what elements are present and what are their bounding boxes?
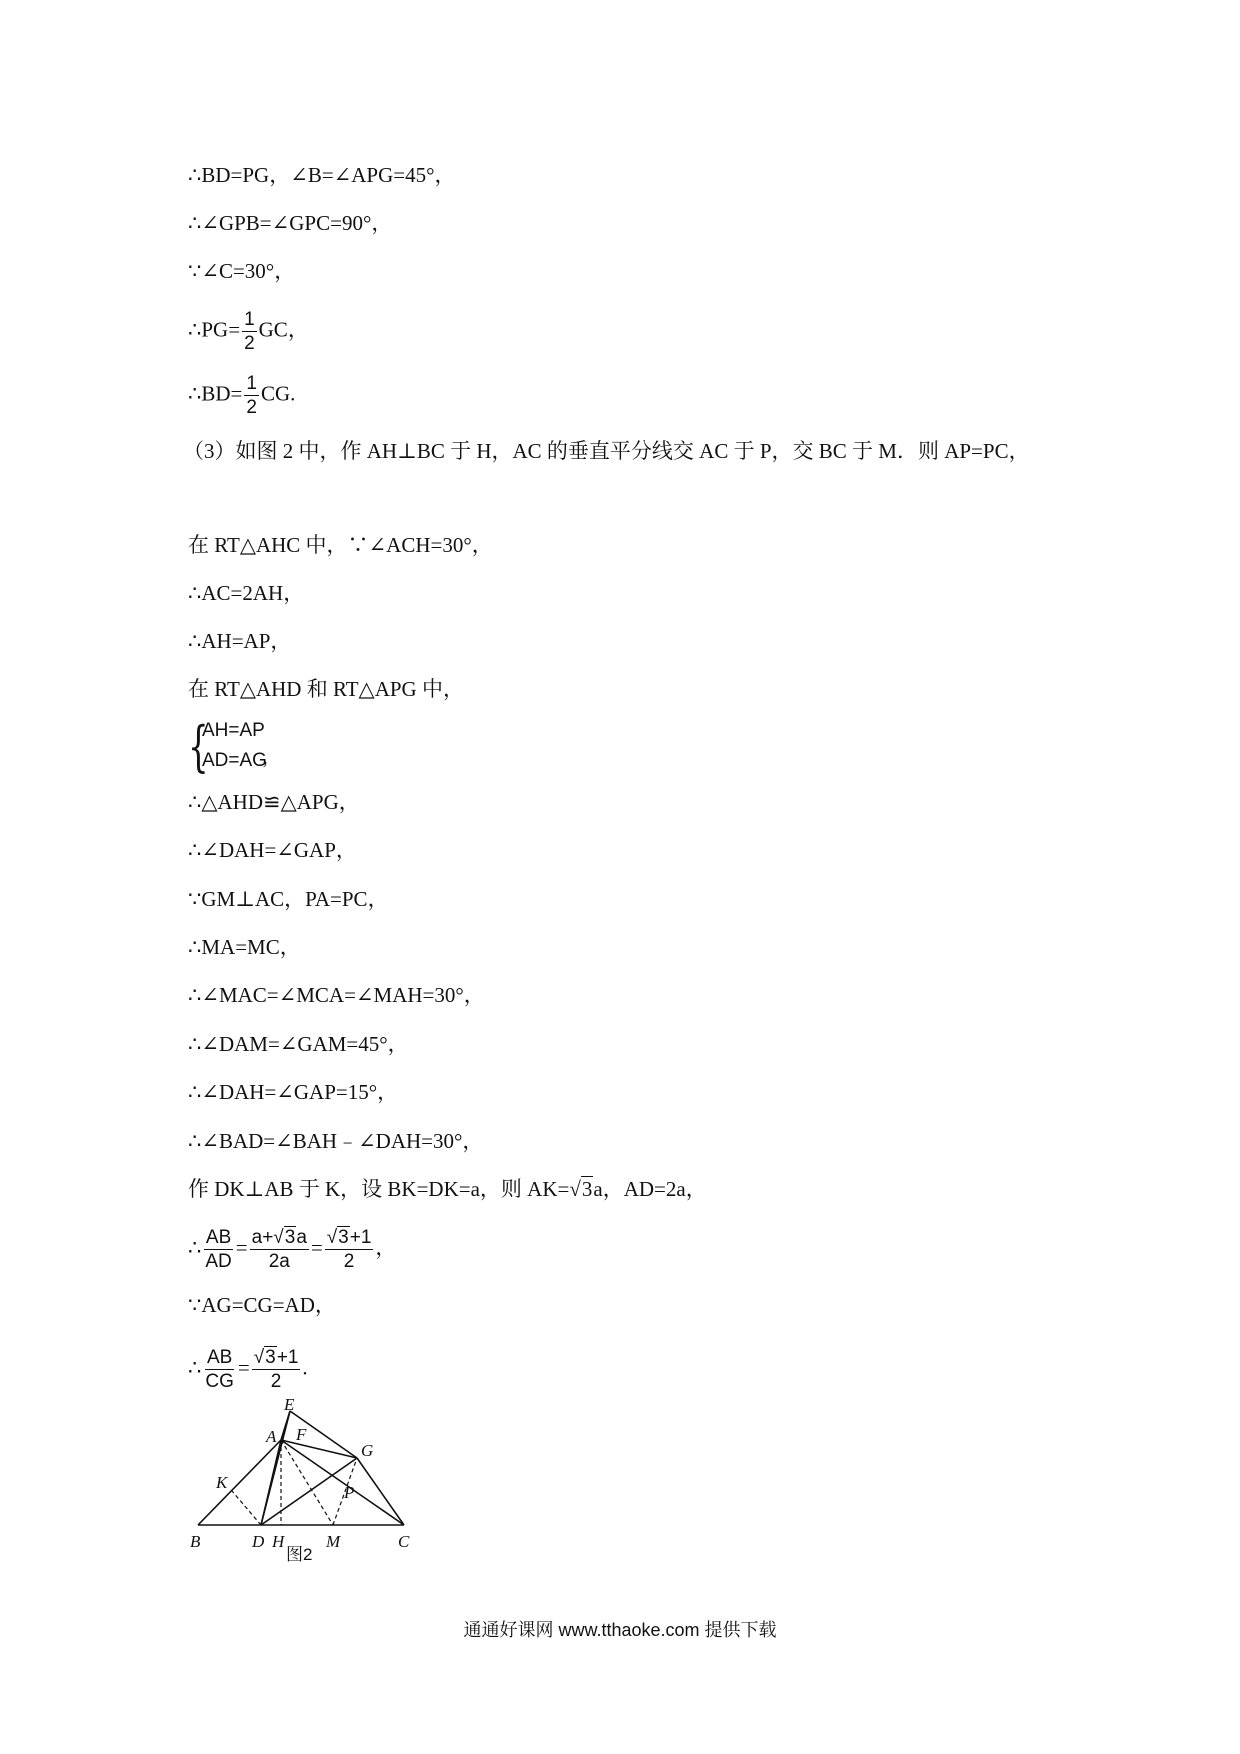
label-f: F: [296, 1425, 307, 1444]
system-row-2: AD=AG: [202, 750, 267, 771]
segment-ba: [198, 1440, 281, 1525]
fraction-root3-plus1: $\frac{√3+1}{2}$: [253, 1347, 299, 1392]
figure-caption: 图2: [286, 1545, 313, 1562]
line-13: ∵GM⊥AC，PA=PC，: [188, 887, 389, 911]
line-7: 在 RT△AHC 中，∵∠ACH=30°，: [188, 533, 493, 557]
label-g: G: [361, 1441, 374, 1460]
line-19: 作 DK⊥AB 于 K，设 BK=DK=a，则 AK=√3a，AD=2a，: [188, 1177, 707, 1201]
line-9: ∴AH=AP，: [188, 629, 292, 653]
line-3: ∵∠C=30°，: [188, 259, 296, 283]
radical-sign: √: [326, 1227, 338, 1248]
fraction-a-plus-root3a: $\frac{a+√3a}{2a}$: [251, 1227, 307, 1272]
label-a: A: [266, 1427, 277, 1446]
radical-sign: √: [569, 1177, 581, 1201]
fraction-ab-ad: $\frac{AB}{AD}$: [205, 1227, 232, 1272]
fraction-root3-plus1: $\frac{√3+1}{2}$: [326, 1227, 372, 1272]
line-8: ∴AC=2AH，: [188, 581, 305, 605]
line-15: ∴∠MAC=∠MCA=∠MAH=30°，: [188, 983, 485, 1007]
segment-ac: [281, 1440, 404, 1525]
radical-sign: √: [253, 1347, 265, 1368]
line-14: ∴MA=MC，: [188, 935, 301, 959]
line-10: 在 RT△AHD 和 RT△APG 中，: [188, 677, 464, 701]
fraction-ab-cg: $\frac{AB}{CG}$: [205, 1347, 234, 1392]
line-5: ∴BD= $\frac{1}{2}$ CG.: [188, 373, 296, 418]
line-22: ∴ $\frac{AB}{CG}$ = $\frac{√3+1}{2}$ .: [188, 1347, 308, 1392]
system-row-1: AH=AP: [202, 720, 265, 741]
label-m: M: [326, 1532, 341, 1551]
system-comma: ，: [262, 747, 282, 768]
line-6: （3）如图 2 中，作 AH⊥BC 于 H，AC 的垂直平分线交 AC 于 P，交 BC 于 M．则 AP=PC，: [183, 439, 1030, 463]
line-20: ∴ $\frac{AB}{AD}$ = $\frac{a+√3a}{2a}$ = $\frac{√3+1}{2}$ ，: [188, 1227, 397, 1272]
line-21: ∵AG=CG=AD，: [188, 1293, 336, 1317]
line-17: ∴∠DAH=∠GAP=15°，: [188, 1080, 399, 1104]
line-18: ∴∠BAD=∠BAH﹣∠DAH=30°，: [188, 1129, 484, 1153]
line-2: ∴∠GPB=∠GPC=90°，: [188, 211, 393, 235]
line-1: ∴BD=PG，∠B=∠APG=45°，: [188, 163, 456, 187]
line-4: ∴PG= $\frac{1}{2}$ GC，: [188, 309, 309, 354]
page-footer: 通通好课网 www.tthaoke.com 提供下载: [463, 1620, 777, 1640]
label-e: E: [284, 1398, 295, 1414]
fraction-half: $\frac{1}{2}$: [246, 373, 257, 418]
line-11: ∴△AHD≌△APG，: [188, 790, 360, 814]
segment-am: [281, 1440, 333, 1525]
left-brace: {: [188, 715, 209, 778]
segment-ag: [281, 1440, 357, 1458]
label-b: B: [190, 1532, 201, 1551]
fraction-half: $\frac{1}{2}$: [244, 309, 255, 354]
line-16: ∴∠DAM=∠GAM=45°，: [188, 1032, 409, 1056]
radical-sign: √: [273, 1227, 284, 1248]
segment-dk: [232, 1491, 261, 1525]
segment-gc: [357, 1458, 404, 1525]
geometry-figure: [186, 1398, 416, 1562]
label-h: H: [272, 1532, 285, 1551]
label-c: C: [398, 1532, 410, 1551]
label-p: P: [344, 1483, 355, 1502]
line-12: ∴∠DAH=∠GAP，: [188, 838, 357, 862]
label-d: D: [252, 1532, 265, 1551]
label-k: K: [216, 1473, 228, 1492]
